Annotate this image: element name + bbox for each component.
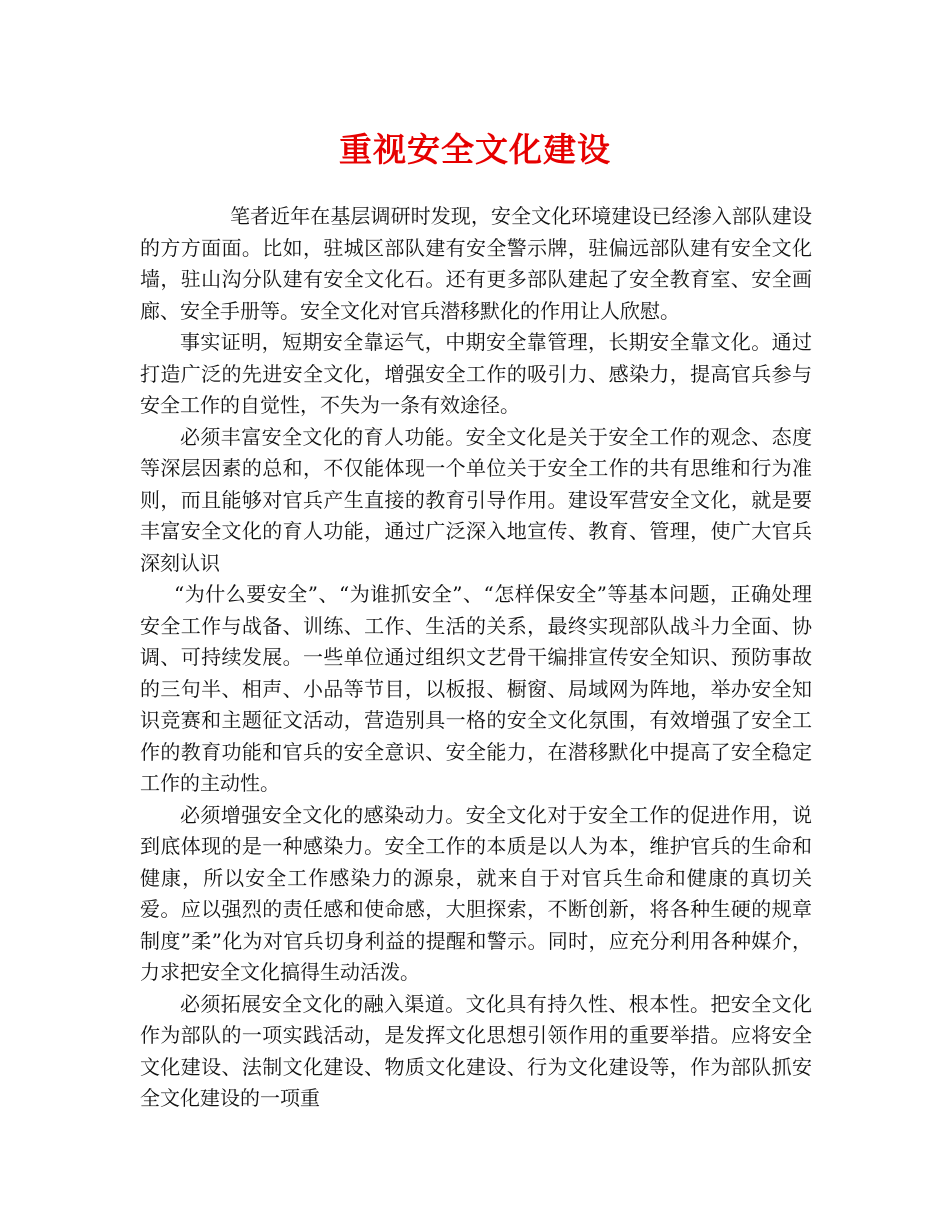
paragraph: 笔者近年在基层调研时发现，安全文化环境建设已经渗入部队建设的方方面面。比如，驻城区部队建有安全警示牌，驻偏远部队建有安全文化墙，驻山沟分队建有安全文化石。还有更多部队建起了安全教育室、安全画廊、安全手册等。安全文化对官兵潜移默化的作用让人欣慰。	[140, 204, 812, 323]
paragraph: “为什么要安全”、“为谁抓安全”、“怎样保安全”等基本问题，正确处理安全工作与战备、训练、工作、生活的关系，最终实现部队战斗力全面、协调、可持续发展。一些单位通过组织文艺骨干编排宣传安全知识、预防事故的三句半、相声、小品等节目，以板报、橱窗、局域网为阵地，举办安全知识竞赛和主题征文活动，营造别具一格的安全文化氛围，有效增强了安全工作的教育功能和官兵的安全意识、安全能力，在潜移默化中提高了安全稳定工作的主动性。	[140, 582, 812, 795]
paragraph: 必须增强安全文化的感染动力。安全文化对于安全工作的促进作用，说到底体现的是一种感染力。安全工作的本质是以人为本，维护官兵的生命和健康，所以安全工作感染力的源泉，就来自于对官兵生命和健康的真切关爱。应以强烈的责任感和使命感，大胆探索，不断创新，将各种生硬的规章制度”柔”化为对官兵切身利益的提醒和警示。同时，应充分利用各种媒介，力求把安全文化搞得生动活泼。	[140, 802, 812, 984]
paragraph: 必须拓展安全文化的融入渠道。文化具有持久性、根本性。把安全文化作为部队的一项实践活动，是发挥文化思想引领作用的重要举措。应将安全文化建设、法制文化建设、物质文化建设、行为文化建设等，作为部队抓安全文化建设的一项重	[140, 991, 812, 1110]
paragraph: 事实证明，短期安全靠运气，中期安全靠管理，长期安全靠文化。通过打造广泛的先进安全文化，增强安全工作的吸引力、感染力，提高官兵参与安全工作的自觉性，不失为一条有效途径。	[140, 330, 812, 417]
paragraph: 必须丰富安全文化的育人功能。安全文化是关于安全工作的观念、态度等深层因素的总和，不仅能体现一个单位关于安全工作的共有思维和行为准则，而且能够对官兵产生直接的教育引导作用。建设军营安全文化，就是要丰富安全文化的育人功能，通过广泛深入地宣传、教育、管理，使广大官兵深刻认识	[140, 424, 812, 575]
document-title: 重视安全文化建设	[339, 130, 611, 169]
document-body	[140, 201, 812, 1115]
